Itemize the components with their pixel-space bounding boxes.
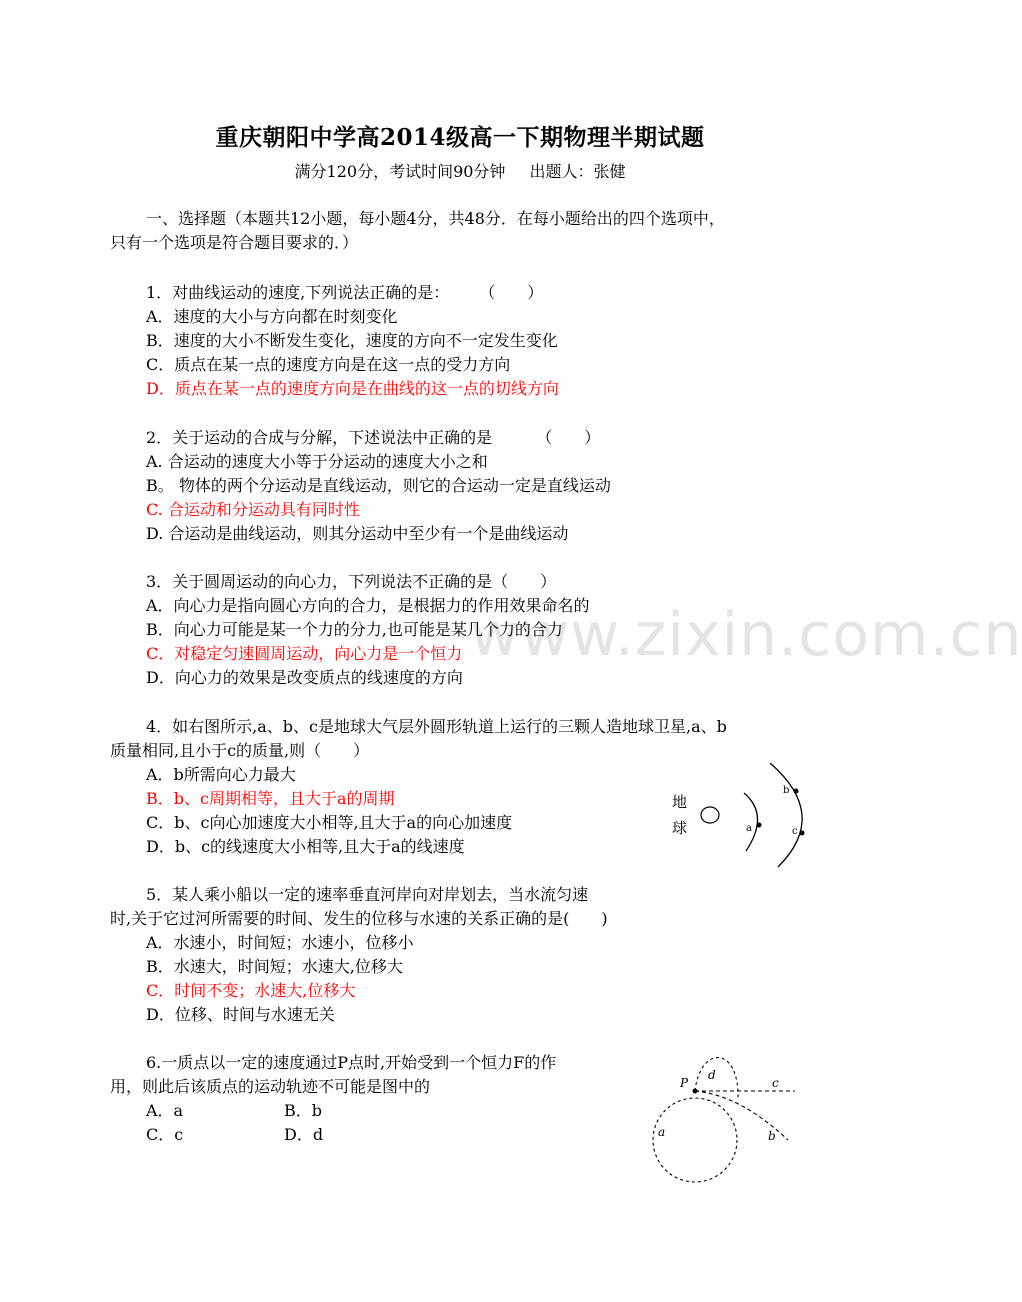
question-2-stem: 2．关于运动的合成与分解，下述说法中正确的是 （ ） bbox=[146, 428, 601, 447]
q5-option-b: B．水速大，时间短；水速大,位移大 bbox=[146, 957, 403, 976]
label-a: a bbox=[658, 1125, 666, 1139]
q4-option-d: D．b、c的线速度大小相等,且大于a的线速度 bbox=[146, 837, 465, 856]
label-a: a bbox=[746, 823, 752, 834]
path-d-curve bbox=[695, 1058, 738, 1100]
q3-option-c-answer: C．对稳定匀速圆周运动，向心力是一个恒力 bbox=[146, 644, 463, 663]
q4-option-b-answer: B．b、c周期相等，且大于a的周期 bbox=[146, 789, 395, 808]
q6-option-c: C．c bbox=[146, 1125, 184, 1144]
label-d: d bbox=[708, 1068, 716, 1082]
q1-option-a: A．速度的大小与方向都在时刻变化 bbox=[146, 307, 398, 326]
q2-option-a: A. 合运动的速度大小等于分运动的速度大小之和 bbox=[146, 452, 488, 471]
trajectory-diagram bbox=[640, 1050, 810, 1185]
question-6-stem-line2: 用，则此后该质点的运动轨迹不可能是图中的 bbox=[110, 1077, 431, 1096]
satellite-a bbox=[757, 823, 762, 828]
q5-option-a: A．水速小，时间短；水速小，位移小 bbox=[146, 933, 414, 952]
label-c: c bbox=[792, 826, 798, 837]
page-title: 重庆朝阳中学高2014级高一下期物理半期试题 bbox=[215, 124, 705, 151]
q6-options-row2 bbox=[146, 1125, 422, 1145]
q3-option-d: D．向心力的效果是改变质点的线速度的方向 bbox=[146, 668, 463, 687]
exam-author: 出题人：张健 bbox=[529, 162, 626, 181]
question-1-stem: 1．对曲线运动的速度,下列说法正确的是： （ ） bbox=[146, 283, 544, 302]
watermark: www.zixin.com.cn bbox=[470, 600, 1022, 670]
orbit-a bbox=[744, 793, 758, 851]
q6-option-b: B．b bbox=[284, 1101, 323, 1120]
q1-option-c: C．质点在某一点的速度方向是在这一点的受力方向 bbox=[146, 355, 511, 374]
answer-paren: （ ） bbox=[536, 428, 601, 447]
q6-options-row1 bbox=[146, 1101, 422, 1121]
label-p: P bbox=[680, 1076, 689, 1090]
q2-option-c-answer: C. 合运动和分运动具有同时性 bbox=[146, 500, 360, 519]
q5-option-c-answer: C．时间不变；水速大,位移大 bbox=[146, 981, 356, 1000]
satellite-orbit-diagram bbox=[660, 755, 820, 875]
earth-label-2: 球 bbox=[672, 819, 688, 837]
point-p bbox=[693, 1089, 698, 1094]
q3-option-a: A．向心力是指向圆心方向的合力，是根据力的作用效果命名的 bbox=[146, 596, 590, 615]
q1-option-b: B．速度的大小不断发生变化，速度的方向不一定发生变化 bbox=[146, 331, 558, 350]
q2-option-d: D. 合运动是曲线运动，则其分运动中至少有一个是曲线运动 bbox=[146, 524, 569, 543]
q4-option-a: A．b所需向心力最大 bbox=[146, 765, 296, 784]
question-6-stem-line1: 6.一质点以一定的速度通过P点时,开始受到一个恒力F的作 bbox=[146, 1053, 557, 1072]
satellite-b bbox=[794, 789, 799, 794]
orbit-bc bbox=[770, 763, 802, 867]
question-4-stem-line1: 4．如右图所示,a、b、c是地球大气层外圆形轨道上运行的三颗人造地球卫星,a、b bbox=[146, 717, 727, 736]
question-4-stem-line2: 质量相同,且小于c的质量,则（ ） bbox=[110, 741, 370, 760]
q4-option-c: C．b、c向心加速度大小相等,且大于a的向心加速度 bbox=[146, 813, 513, 832]
question-3-stem: 3．关于圆周运动的向心力，下列说法不正确的是（ ） bbox=[146, 572, 557, 591]
exam-score-time: 满分120分，考试时间90分钟 bbox=[294, 162, 506, 181]
exam-meta bbox=[0, 159, 920, 182]
question-5-stem-line1: 5．某人乘小船以一定的速率垂直河岸向对岸划去，当水流匀速 bbox=[146, 885, 589, 904]
section-instructions-line1: 一、选择题（本题共12小题，每小题4分，共48分．在每小题给出的四个选项中， bbox=[146, 209, 725, 228]
earth-circle bbox=[701, 807, 719, 823]
satellite-c bbox=[800, 831, 805, 836]
section-instructions-line2: 只有一个选项是符合题目要求的．） bbox=[110, 233, 359, 252]
q5-option-d: D．位移、时间与水速无关 bbox=[146, 1005, 335, 1024]
label-b: b bbox=[783, 785, 790, 796]
answer-paren: （ ） bbox=[479, 283, 544, 302]
label-c: c bbox=[772, 1076, 779, 1090]
path-a-circle bbox=[653, 1098, 737, 1182]
q2-option-b: B。 物体的两个分运动是直线运动，则它的合运动一定是直线运动 bbox=[146, 476, 611, 495]
question-5-stem-line2: 时,关于它过河所需要的时间、发生的位移与水速的关系正确的是( ) bbox=[110, 909, 608, 928]
label-b: b bbox=[768, 1129, 776, 1143]
q6-option-d: D．d bbox=[284, 1125, 324, 1144]
q1-option-d-answer: D．质点在某一点的速度方向是在曲线的这一点的切线方向 bbox=[146, 379, 559, 398]
earth-label-1: 地 bbox=[672, 793, 688, 811]
q6-option-a: A．a bbox=[146, 1101, 184, 1120]
q3-option-b: B．向心力可能是某一个力的分力,也可能是某几个力的合力 bbox=[146, 620, 563, 639]
